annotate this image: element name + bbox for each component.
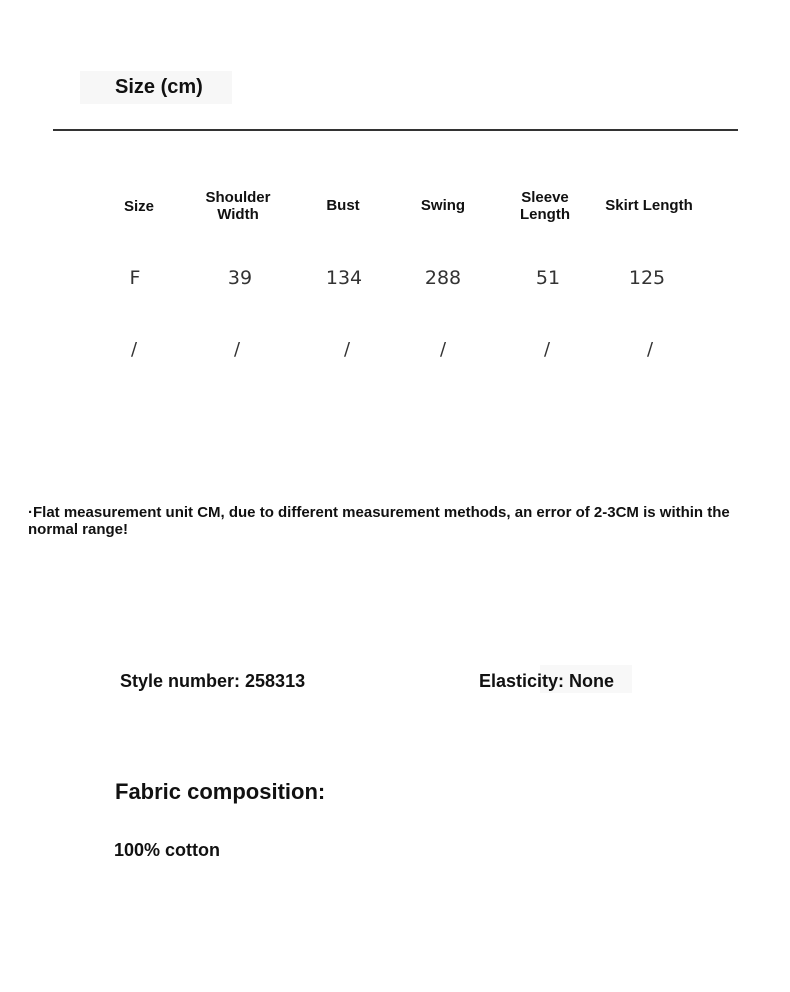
header-sleeve-length: Sleeve Length — [520, 189, 570, 223]
cell-shoulder-width: 39 — [227, 267, 253, 289]
cell-sleeve-length: 51 — [535, 267, 561, 289]
cell-size: F — [129, 267, 141, 289]
fabric-composition-title: Fabric composition: — [115, 779, 326, 804]
header-size: Size — [123, 198, 154, 215]
cell-size-empty: / — [130, 339, 138, 360]
cell-bust-empty: / — [343, 339, 351, 360]
header-skirt-length: Skirt Length — [605, 197, 693, 214]
fabric-composition-value: 100% cotton — [114, 840, 221, 860]
cell-bust: 134 — [325, 267, 363, 289]
measurement-note: ·Flat measurement unit CM, due to different measurement methods, an error of 2-3CM is within the normal range! — [28, 504, 730, 538]
cell-skirt-length: 125 — [628, 267, 666, 289]
cell-sleeve-length-empty: / — [543, 339, 551, 360]
cell-swing: 288 — [424, 267, 462, 289]
size-section-title: Size (cm) — [115, 76, 203, 98]
divider-line — [53, 129, 738, 131]
header-shoulder-width: Shoulder Width — [205, 189, 271, 223]
style-number: Style number: 258313 — [120, 671, 306, 691]
cell-shoulder-width-empty: / — [233, 339, 241, 360]
elasticity: Elasticity: None — [479, 671, 615, 691]
header-bust: Bust — [326, 197, 360, 214]
header-swing: Swing — [420, 197, 466, 214]
cell-skirt-length-empty: / — [646, 339, 654, 360]
cell-swing-empty: / — [439, 339, 447, 360]
